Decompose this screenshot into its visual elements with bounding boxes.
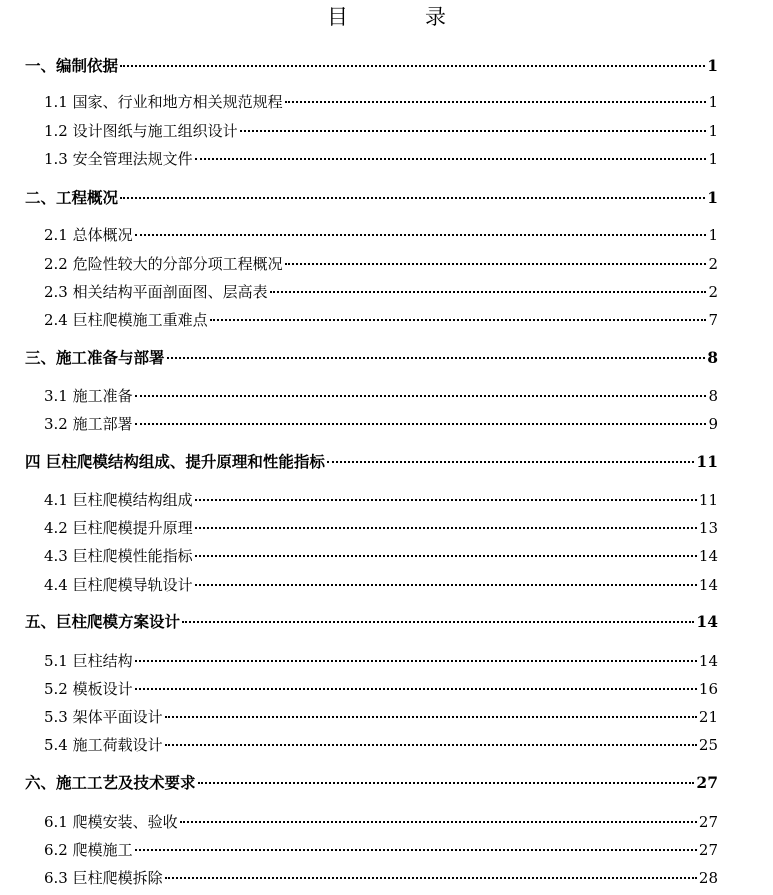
dot-leader: [135, 234, 707, 236]
dot-leader: [120, 197, 705, 199]
toc-entry-label: 2.1 总体概况: [44, 226, 133, 244]
toc-entry-page-number: 8: [708, 387, 718, 405]
toc-entry-section-5-1[interactable]: [44, 650, 718, 672]
toc-entry-page-number: 11: [696, 452, 718, 471]
dot-leader: [198, 782, 695, 784]
dot-leader: [210, 319, 707, 321]
toc-entry-section-4-1[interactable]: [44, 489, 718, 511]
toc-entry-label: 4.1 巨柱爬模结构组成: [44, 491, 193, 509]
toc-entry-page-number: 14: [698, 576, 718, 594]
toc-entry-page-number: 13: [698, 519, 718, 537]
toc-entry-label: 2.4 巨柱爬模施工重难点: [44, 311, 208, 329]
toc-entry-section-3-2[interactable]: [44, 413, 718, 435]
toc-entry-section-4-3[interactable]: [44, 545, 718, 567]
dot-leader: [195, 584, 697, 586]
toc-entry-section-1-2[interactable]: [44, 120, 718, 142]
dot-leader: [285, 263, 707, 265]
toc-entry-section-4-4[interactable]: [44, 574, 718, 596]
toc-entry-page-number: 27: [698, 813, 718, 831]
toc-entry-label: 3.2 施工部署: [44, 415, 133, 433]
toc-entry-page-number: 21: [698, 708, 718, 726]
toc-entry-label: 6.1 爬模安装、验收: [44, 813, 178, 831]
toc-entry-label: 1.3 安全管理法规文件: [44, 150, 193, 168]
toc-entry-chapter-1[interactable]: [25, 55, 718, 77]
dot-leader: [135, 395, 707, 397]
toc-entry-chapter-4[interactable]: [25, 451, 718, 473]
toc-entry-label: 5.3 架体平面设计: [44, 708, 163, 726]
dot-leader: [135, 660, 697, 662]
toc-entry-page-number: 14: [698, 547, 718, 565]
toc-entry-page-number: 8: [707, 348, 718, 367]
toc-entry-page-number: 2: [708, 255, 718, 273]
toc-entry-page-number: 1: [707, 56, 718, 75]
toc-entry-label: 5.4 施工荷载设计: [44, 736, 163, 754]
toc-entry-label: 4.3 巨柱爬模性能指标: [44, 547, 193, 565]
toc-entry-section-6-3[interactable]: [44, 867, 718, 889]
dot-leader: [195, 527, 697, 529]
toc-entry-section-2-2[interactable]: [44, 253, 718, 275]
dot-leader: [327, 461, 695, 463]
dot-leader: [165, 716, 697, 718]
toc-entry-section-5-2[interactable]: [44, 678, 718, 700]
toc-entry-page-number: 25: [698, 736, 718, 754]
toc-entry-section-3-1[interactable]: [44, 385, 718, 407]
dot-leader: [195, 555, 697, 557]
toc-entry-page-number: 1: [708, 122, 718, 140]
dot-leader: [165, 877, 697, 879]
toc-entry-label: 二、工程概况: [25, 188, 119, 207]
toc-entry-section-2-1[interactable]: [44, 224, 718, 246]
toc-entry-label: 3.1 施工准备: [44, 387, 133, 405]
toc-entry-page-number: 7: [708, 311, 718, 329]
toc-entry-chapter-2[interactable]: [25, 187, 718, 209]
toc-entry-page-number: 27: [698, 841, 718, 859]
dot-leader: [182, 621, 694, 623]
toc-entry-page-number: 1: [708, 93, 718, 111]
toc-entry-section-1-3[interactable]: [44, 148, 718, 170]
toc-entry-page-number: 1: [707, 188, 718, 207]
toc-entry-label: 五、巨柱爬模方案设计: [25, 612, 181, 631]
toc-entry-chapter-3[interactable]: [25, 347, 718, 369]
toc-entry-label: 一、编制依据: [25, 56, 119, 75]
dot-leader: [180, 821, 697, 823]
dot-leader: [135, 849, 697, 851]
dot-leader: [270, 291, 707, 293]
toc-entry-section-6-1[interactable]: [44, 811, 718, 833]
toc-entry-page-number: 1: [708, 226, 718, 244]
toc-entry-label: 1.2 设计图纸与施工组织设计: [44, 122, 238, 140]
toc-entry-section-6-2[interactable]: [44, 839, 718, 861]
toc-entry-chapter-6[interactable]: [25, 772, 718, 794]
toc-entry-label: 2.3 相关结构平面剖面图、层高表: [44, 283, 268, 301]
toc-entry-page-number: 28: [698, 869, 718, 887]
dot-leader: [165, 744, 697, 746]
toc-entry-label: 2.2 危险性较大的分部分项工程概况: [44, 255, 283, 273]
toc-entry-label: 5.2 模板设计: [44, 680, 133, 698]
toc-entry-label: 4.2 巨柱爬模提升原理: [44, 519, 193, 537]
toc-entry-label: 6.2 爬模施工: [44, 841, 133, 859]
toc-entry-section-2-3[interactable]: [44, 281, 718, 303]
toc-entry-label: 六、施工工艺及技术要求: [25, 773, 196, 792]
toc-entry-label: 4.4 巨柱爬模导轨设计: [44, 576, 193, 594]
dot-leader: [167, 357, 706, 359]
toc-entry-label: 四 巨柱爬模结构组成、提升原理和性能指标: [25, 452, 325, 471]
toc-entry-label: 6.3 巨柱爬模拆除: [44, 869, 163, 887]
page-title: 目 录: [327, 5, 474, 29]
toc-entry-page-number: 11: [698, 491, 718, 509]
toc-entry-label: 1.1 国家、行业和地方相关规范规程: [44, 93, 283, 111]
toc-entry-page-number: 14: [698, 652, 718, 670]
toc-entry-chapter-5[interactable]: [25, 611, 718, 633]
toc-entry-label: 三、施工准备与部署: [25, 348, 165, 367]
toc-entry-page-number: 2: [708, 283, 718, 301]
dot-leader: [135, 688, 697, 690]
toc-entry-section-5-4[interactable]: [44, 734, 718, 756]
toc-entry-label: 5.1 巨柱结构: [44, 652, 133, 670]
toc-entry-section-1-1[interactable]: [44, 91, 718, 113]
toc-entry-section-4-2[interactable]: [44, 517, 718, 539]
dot-leader: [120, 65, 705, 67]
toc-entry-page-number: 27: [696, 773, 718, 792]
toc-entry-page-number: 9: [708, 415, 718, 433]
dot-leader: [135, 423, 707, 425]
toc-entry-section-5-3[interactable]: [44, 706, 718, 728]
toc-entry-section-2-4[interactable]: [44, 309, 718, 331]
dot-leader: [195, 158, 707, 160]
toc-entry-page-number: 16: [698, 680, 718, 698]
dot-leader: [240, 130, 707, 132]
toc-entry-page-number: 14: [696, 612, 718, 631]
toc-entry-page-number: 1: [708, 150, 718, 168]
dot-leader: [285, 101, 707, 103]
dot-leader: [195, 499, 697, 501]
